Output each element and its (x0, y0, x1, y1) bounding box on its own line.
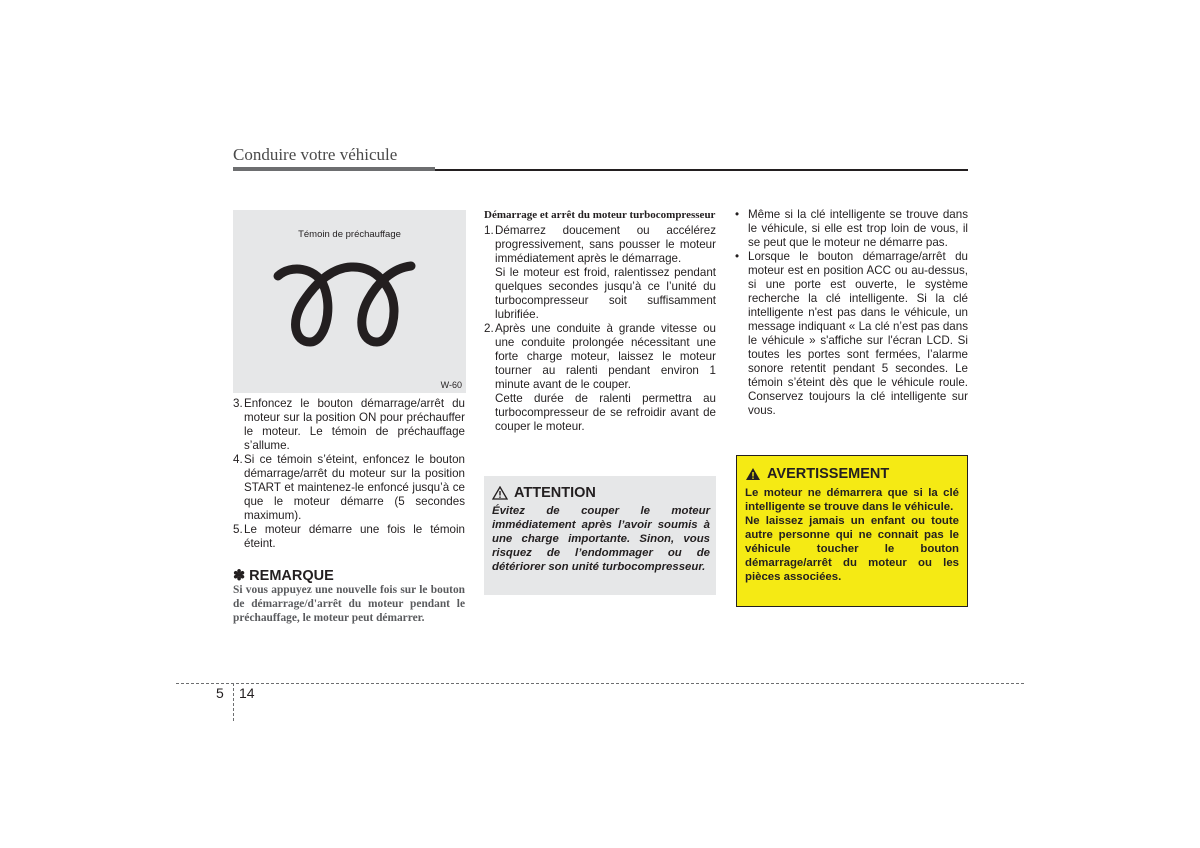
warning-triangle-icon (492, 486, 508, 500)
attention-box (484, 476, 716, 595)
bullet-item (735, 250, 968, 418)
step-number: 4. (233, 453, 243, 466)
footer-divider (176, 683, 1024, 684)
warning-paragraph: Le moteur ne démarrera que si la clé intelligente se trouve dans le véhicule. (745, 487, 959, 513)
page-header-title: Conduire votre véhicule (233, 145, 398, 164)
step-1-note: Si le moteur est froid, ralentissez pendant quelques secondes jusqu’à ce l’unité du turbocompresseur soit suffisamment lubrifiée. (495, 266, 716, 321)
step-3 (233, 397, 465, 453)
step-1 (484, 224, 716, 266)
figure-caption: Témoin de préchauffage (298, 229, 401, 240)
attention-title-row (492, 485, 596, 501)
glow-plug-figure (233, 210, 466, 393)
warning-paragraph: Ne laissez jamais un enfant ou toute autre personne qui ne connait pas le véhicule toucher le bouton démarrage/arrêt du moteur ou les pièces associées. (745, 515, 959, 583)
step-number: 3. (233, 397, 243, 410)
step-5 (233, 523, 465, 551)
step-text: Le moteur démarre une fois le témoin éteint. (244, 523, 465, 550)
bullet-text: Lorsque le bouton démarrage/arrêt du moteur est en position ACC ou au-dessus, si une porte est ouverte, le système recherche la clé intelligente. Si la clé intelligente n'est pas dans le véhicule, un message indiquant « La clé n’est pas dans le véhicule » s'affiche sur l'écran LCD. Si toutes les portes sont fermées, l’alarme sonore retentit pendant 5 secondes. Le témoin s’éteint dès que le véhicule roule. Conservez toujours la clé intelligente sur vous. (748, 250, 968, 417)
step-text: Démarrez doucement ou accélérez progressivement, sans pousser le moteur immédiatement après le démarrage. (495, 224, 716, 265)
chapter-number: 5 (216, 685, 224, 701)
bullet-text: Même si la clé intelligente se trouve dans le véhicule, si elle est trop loin de vous, il se peut que le moteur ne démarre pas. (748, 208, 968, 249)
step-2 (484, 322, 716, 392)
attention-body: Évitez de couper le moteur immédiatement après l’avoir soumis à une charge importante. Sinon, vous risquez de l’endommager ou de détériorer son unité turbocompresseur. (492, 505, 710, 573)
warning-body (745, 486, 959, 584)
step-text: Enfoncez le bouton démarrage/arrêt du moteur sur la position ON pour préchauffer le moteur. Le témoin de préchauffage s’allume. (244, 397, 465, 452)
section-title: Démarrage et arrêt du moteur turbocompresseur (484, 209, 716, 221)
remark-title: ✽ REMARQUE (233, 568, 334, 584)
warning-box (736, 455, 968, 607)
step-4 (233, 453, 465, 523)
step-text: Après une conduite à grande vitesse ou une conduite prolongée nécessitant une forte charge moteur, laissez le moteur tourner au ralenti pendant environ 1 minute avant de le couper. (495, 322, 716, 391)
step-number: 1. (484, 224, 494, 237)
step-number: 2. (484, 322, 494, 335)
step-number: 5. (233, 523, 243, 536)
attention-title: ATTENTION (514, 485, 596, 501)
left-column (233, 397, 465, 625)
bullet-dot: • (735, 208, 740, 221)
bullet-item (735, 208, 968, 250)
figure-code: W-60 (440, 380, 462, 390)
warning-title: AVERTISSEMENT (767, 466, 890, 482)
step-text: Si ce témoin s’éteint, enfoncez le bouton démarrage/arrêt du moteur sur la position START et maintenez-le enfoncé jusqu’à ce que le moteur démarre (5 secondes maximum). (244, 453, 465, 522)
warning-title-row (745, 466, 889, 482)
warning-triangle-icon (745, 467, 761, 481)
header-rule-thin (435, 169, 968, 171)
bullet-dot: • (735, 250, 740, 263)
step-2-note: Cette durée de ralenti permettra au turbocompresseur de se refroidir avant de couper le moteur. (495, 392, 716, 433)
right-column (735, 208, 968, 418)
remark-body: Si vous appuyez une nouvelle fois sur le bouton de démarrage/d'arrêt du moteur pendant le préchauffage, le moteur peut démarrer. (233, 584, 465, 624)
glow-plug-coil-icon (233, 210, 466, 393)
header-rule-thick (233, 167, 435, 171)
middle-column (484, 209, 716, 434)
footer-vertical-divider (233, 683, 234, 721)
page-number: 14 (239, 685, 255, 701)
